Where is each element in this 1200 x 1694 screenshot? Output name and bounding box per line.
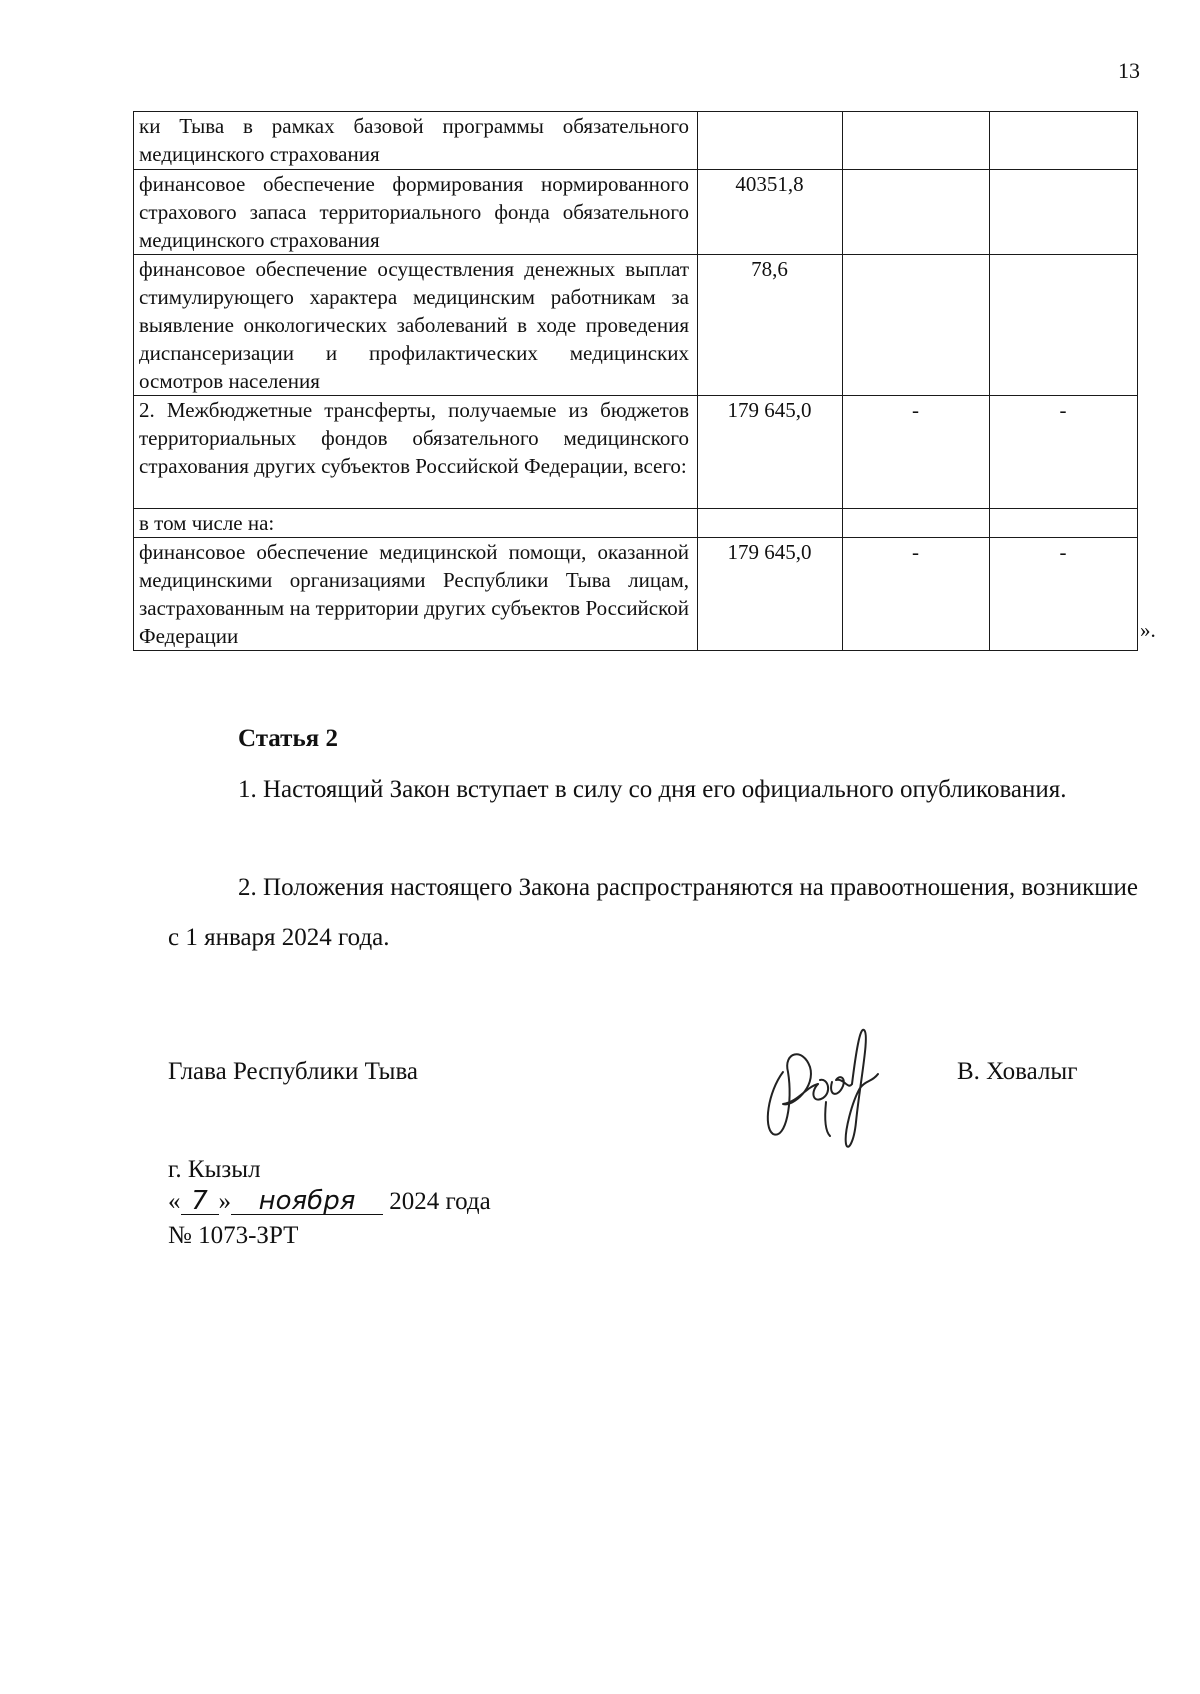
row-col3	[843, 112, 990, 170]
row-value: 179 645,0	[698, 538, 843, 651]
signatory-title: Глава Республики Тыва	[168, 1058, 419, 1085]
table-row	[134, 170, 1138, 255]
date-open-quote: «	[168, 1188, 181, 1215]
row-description: финансовое обеспечение осуществления денежных выплат стимулирующего характера медицинским работникам за выявление онкологических заболеваний в ходе проведения диспансеризации и профилактических медицинских осмотров населения	[134, 255, 698, 396]
row-value: 40351,8	[698, 170, 843, 255]
date-close-quote: »	[218, 1188, 231, 1215]
table-row	[134, 396, 1138, 509]
signatory-name: В. Ховалыг	[957, 1058, 1078, 1085]
table-row	[134, 112, 1138, 170]
row-col4: -	[990, 538, 1138, 651]
row-description: ки Тыва в рамках базовой программы обязательного медицинского страхования	[134, 112, 698, 170]
row-col3: -	[843, 396, 990, 509]
article-paragraph-1: 1. Настоящий Закон вступает в силу со дня его официального опубликования.	[238, 776, 1067, 803]
closing-quote: ».	[1140, 618, 1156, 642]
row-col4: -	[990, 396, 1138, 509]
row-col4	[990, 112, 1138, 170]
table-row	[134, 255, 1138, 396]
row-value: 78,6	[698, 255, 843, 396]
row-col4	[990, 255, 1138, 396]
row-description: в том числе на:	[134, 509, 698, 538]
row-col3	[843, 509, 990, 538]
row-col4	[990, 170, 1138, 255]
date-month: ноября	[231, 1188, 383, 1215]
row-description: финансовое обеспечение формирования нормированного страхового запаса территориального фонда обязательного медицинского страхования	[134, 170, 698, 255]
article-paragraph-2: 2. Положения настоящего Закона распространяются на правоотношения, возникшие с 1 января 2024 года.	[168, 874, 1138, 951]
law-number: № 1073-ЗРТ	[168, 1222, 299, 1249]
row-col3	[843, 255, 990, 396]
row-description: 2. Межбюджетные трансферты, получаемые из бюджетов территориальных фондов обязательного медицинского страхования других субъектов Российской Федерации, всего:	[134, 396, 698, 509]
row-value	[698, 112, 843, 170]
city: г. Кызыл	[168, 1156, 261, 1183]
row-col3: -	[843, 538, 990, 651]
table-row	[134, 538, 1138, 651]
row-value	[698, 509, 843, 538]
row-col3	[843, 170, 990, 255]
row-value: 179 645,0	[698, 396, 843, 509]
article-title: Статья 2	[238, 725, 338, 752]
date-day: 7	[181, 1188, 219, 1215]
date-line	[168, 1188, 491, 1216]
handwritten-signature	[748, 1012, 898, 1167]
table-row	[134, 509, 1138, 538]
date-year: 2024 года	[389, 1188, 491, 1215]
row-col4	[990, 509, 1138, 538]
budget-table	[133, 111, 1138, 651]
page-number: 13	[1118, 58, 1140, 83]
row-description: финансовое обеспечение медицинской помощи, оказанной медицинскими организациями Республики Тыва лицам, застрахованным на территории других субъектов Российской Федерации	[134, 538, 698, 651]
